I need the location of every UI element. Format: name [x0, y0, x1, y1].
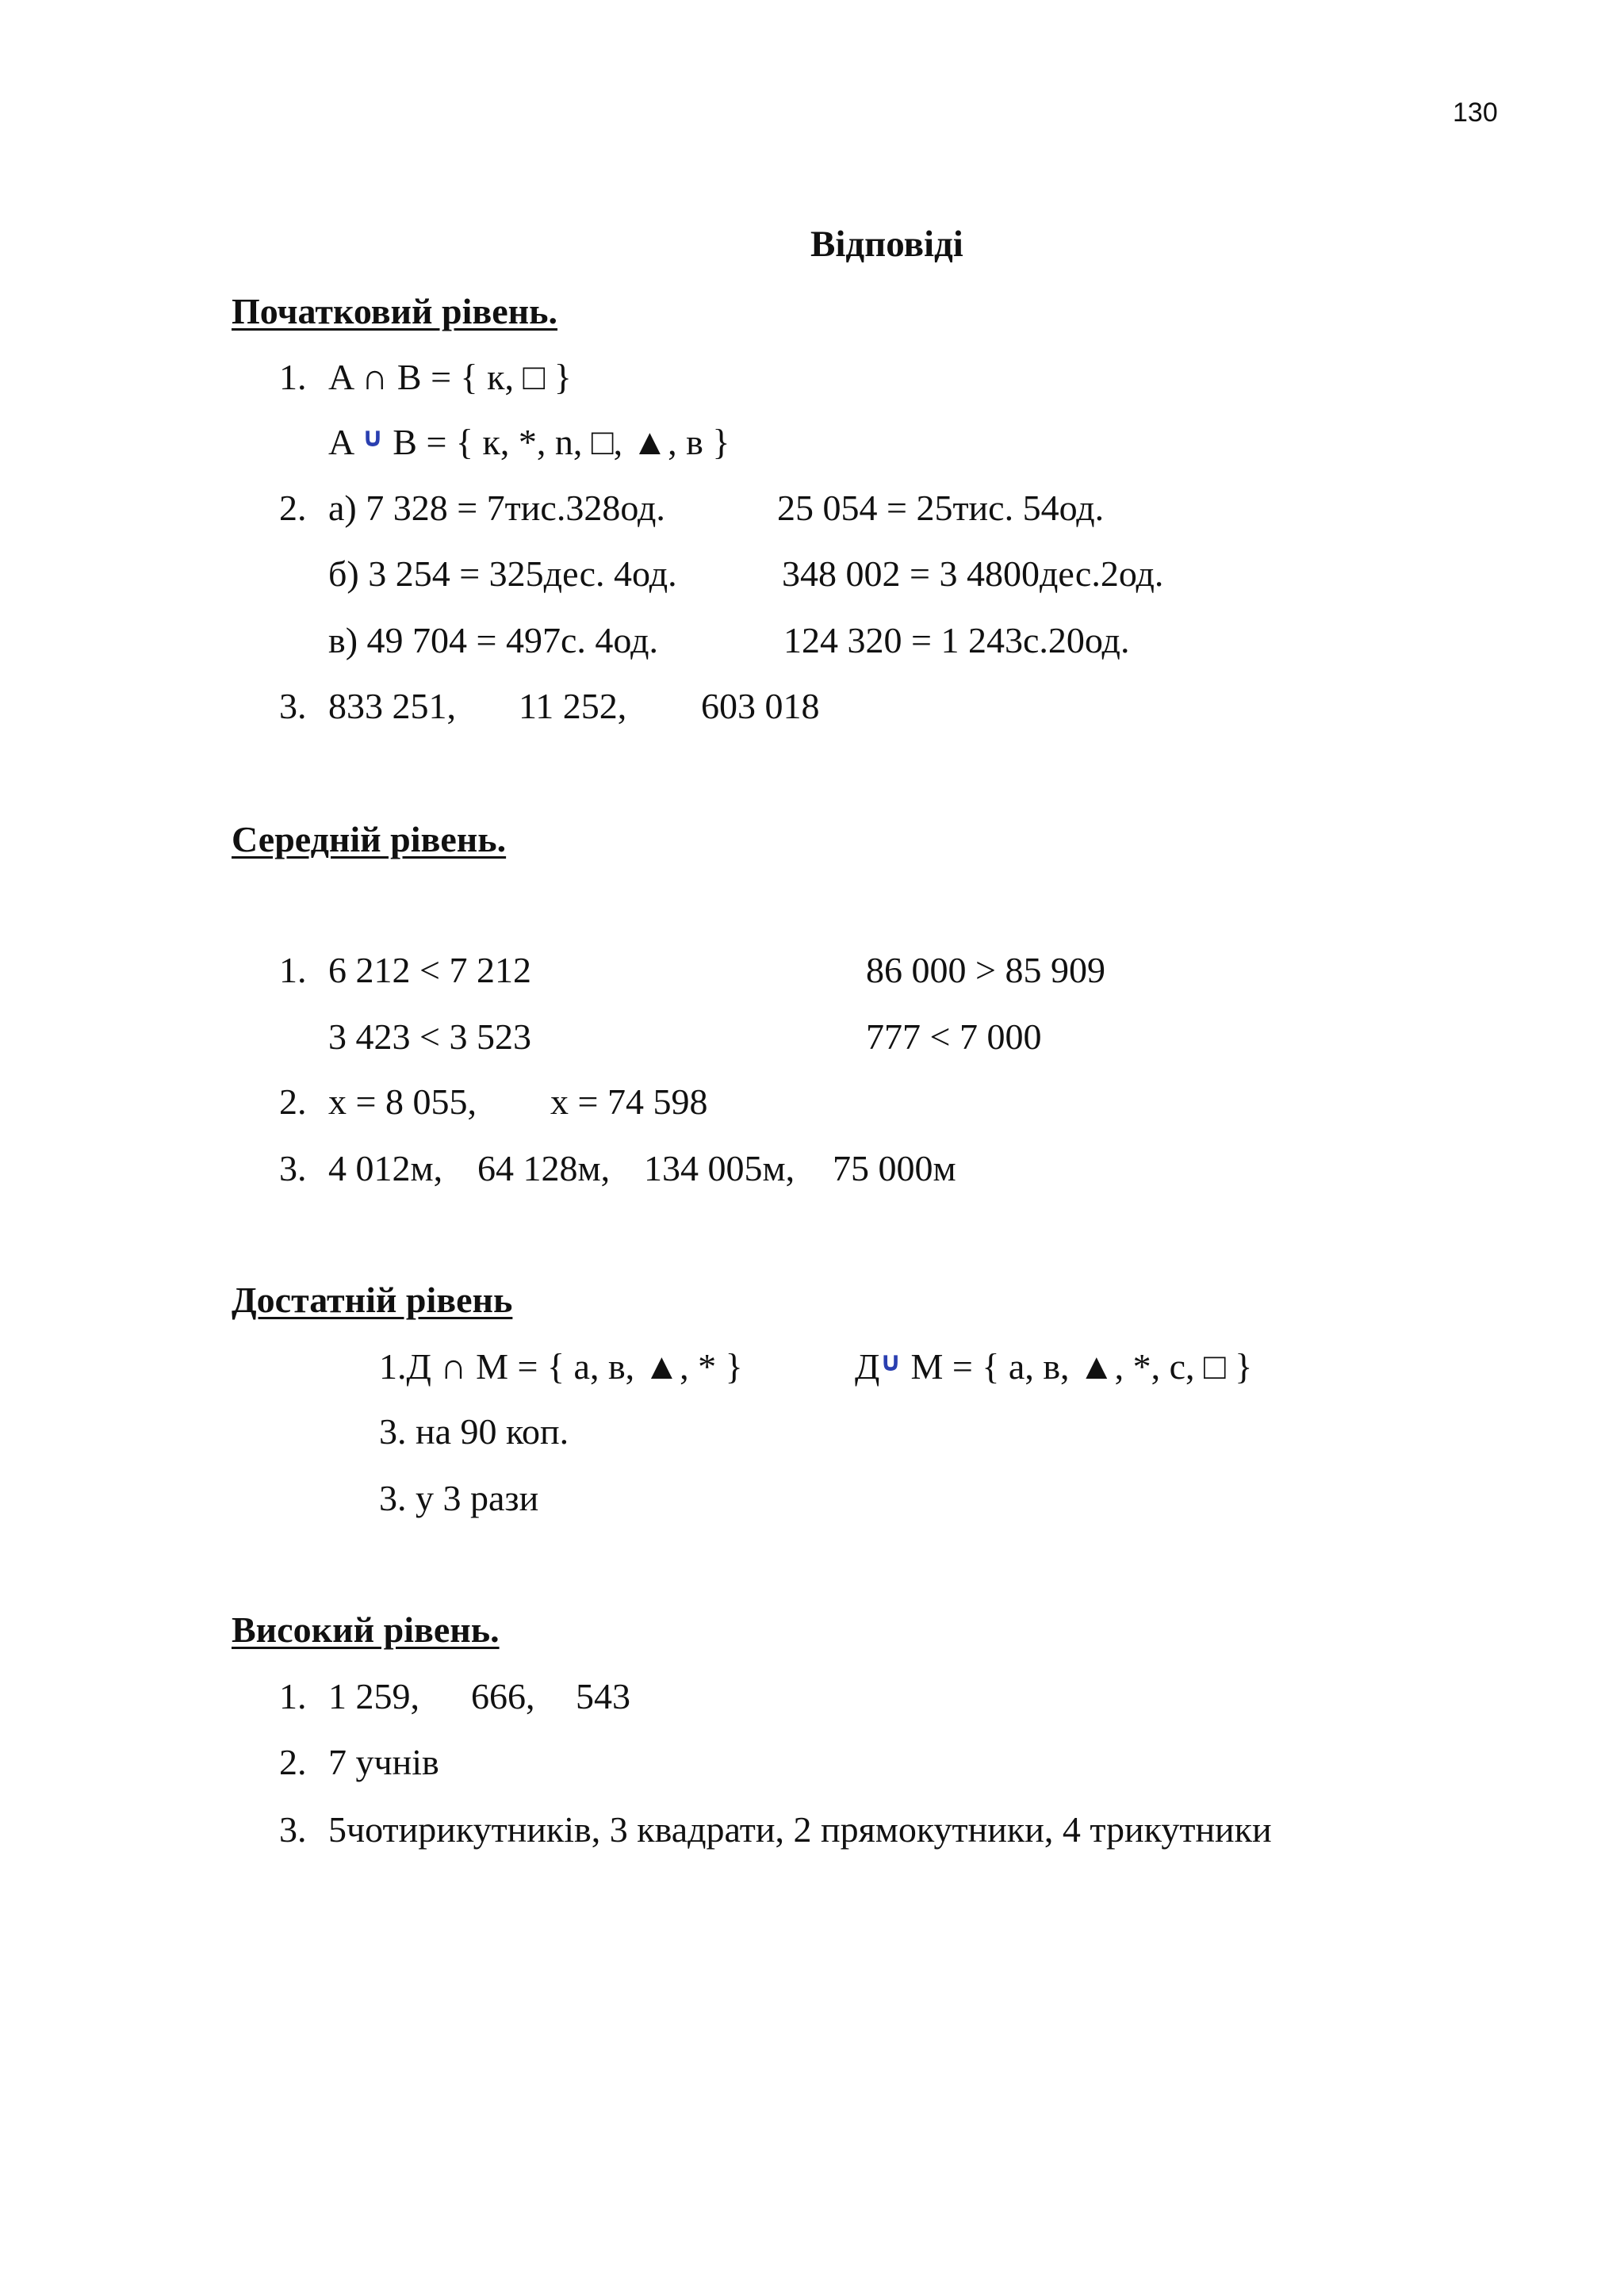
answer-text: 7 учнів — [328, 1742, 439, 1782]
answer-number: 3. — [279, 1809, 307, 1850]
section-heading-intermediate: Середній рівень. — [232, 819, 507, 859]
answer-item: x = 8 055, — [328, 1081, 477, 1122]
answer-item: 134 005м, — [644, 1148, 795, 1188]
answer-left: а) 7 328 = 7тис.328од. — [328, 488, 665, 528]
page-number: 130 — [1453, 98, 1498, 128]
answer-item: 833 251, — [328, 686, 456, 726]
answer-number: 2. — [279, 488, 307, 528]
answer-right: 124 320 = 1 243с.20од. — [783, 620, 1130, 660]
answer-text: 5чотирикутників, 3 квадрати, 2 прямокутники, 4 трикутники — [328, 1809, 1272, 1850]
answer-number: 3. — [279, 1148, 307, 1188]
answer-text: 3. у 3 рази — [379, 1478, 539, 1518]
section-heading-sufficient: Достатній рівень — [232, 1280, 513, 1320]
answer-union — [328, 420, 730, 468]
answer-item: 75 000м — [833, 1148, 956, 1188]
union-result: B = { к, *, n, □, ▲, в } — [393, 422, 730, 462]
answer-number: 2. — [279, 1742, 307, 1782]
answer-text: 3. на 90 коп. — [379, 1411, 569, 1452]
page-title: Відповіді — [810, 224, 963, 265]
answer-right: 777 < 7 000 — [866, 1016, 1042, 1057]
answer-item: 603 018 — [701, 686, 820, 726]
set-a-label: A — [328, 422, 353, 462]
answer-item: 1 259, — [328, 1676, 419, 1716]
answer-item: 4 012м, — [328, 1148, 443, 1188]
answer-number: 1. — [279, 357, 307, 397]
union-icon: ∪ — [879, 1346, 902, 1378]
answer-intersection: 1.Д ∩ M = { а, в, ▲, * } — [379, 1346, 743, 1387]
union-icon: ∪ — [362, 422, 384, 453]
answer-item: x = 74 598 — [550, 1081, 708, 1122]
answer-item: 666, — [471, 1676, 535, 1716]
answer-right: 25 054 = 25тис. 54од. — [777, 488, 1105, 528]
answer-right: 86 000 > 85 909 — [866, 950, 1105, 990]
union-result: M = { а, в, ▲, *, с, □ } — [902, 1346, 1253, 1387]
answer-union — [855, 1345, 1252, 1392]
answer-left: в) 49 704 = 497с. 4од. — [328, 620, 658, 660]
answer-intersection: A ∩ B = { к, □ } — [328, 357, 572, 397]
answer-left: б) 3 254 = 325дес. 4од. — [328, 553, 677, 594]
answer-left: 3 423 < 3 523 — [328, 1016, 531, 1057]
answer-item: 64 128м, — [477, 1148, 611, 1188]
answer-item: 11 252, — [519, 686, 627, 726]
set-d-label: Д — [855, 1346, 880, 1387]
answer-number: 3. — [279, 686, 307, 726]
answer-right: 348 002 = 3 4800дес.2од. — [782, 553, 1164, 594]
answer-left: 6 212 < 7 212 — [328, 950, 531, 990]
section-heading-high: Високий рівень. — [232, 1609, 500, 1650]
answer-number: 2. — [279, 1081, 307, 1122]
answer-number: 1. — [279, 950, 307, 990]
section-heading-initial: Початковий рівень. — [232, 291, 557, 331]
answer-number: 1. — [279, 1676, 307, 1716]
answer-item: 543 — [576, 1676, 630, 1716]
